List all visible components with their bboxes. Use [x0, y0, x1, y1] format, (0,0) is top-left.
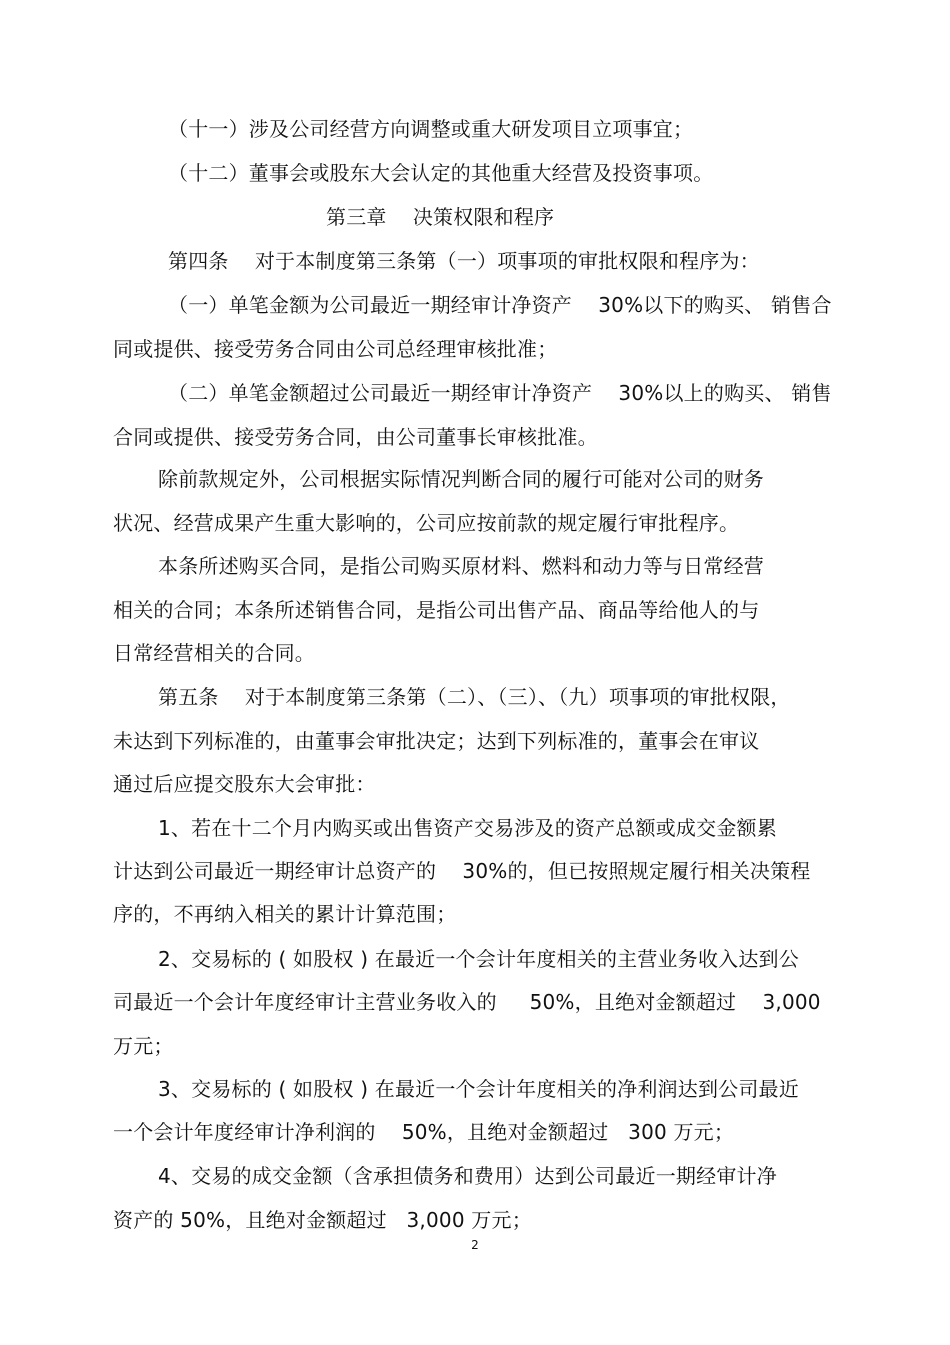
text-line: 序的，不再纳入相关的累计计算范围； [113, 902, 457, 926]
text-line: 4、交易的成交金额（含承担债务和费用）达到公司最近一期经审计净 [158, 1164, 777, 1188]
text-line: 日常经营相关的合同。 [113, 641, 315, 665]
chapter-heading: 第三章 决策权限和程序 [326, 205, 555, 229]
text-line: 除前款规定外，公司根据实际情况判断合同的履行可能对公司的财务 [158, 467, 764, 491]
text-line: 合同或提供、接受劳务合同，由公司董事长审核批准。 [113, 425, 598, 449]
text-line: 相关的合同；本条所述销售合同，是指公司出售产品、商品等给他人的与 [113, 598, 760, 622]
text-line: 资产的 50%，且绝对金额超过 3,000 万元； [113, 1208, 532, 1232]
text-line: （十二）董事会或股东大会认定的其他重大经营及投资事项。 [168, 161, 714, 185]
text-line: 2、交易标的 ( 如股权 ) 在最近一个会计年度相关的主营业务收入达到公 [158, 947, 799, 971]
text-line: 通过后应提交股东大会审批： [113, 772, 376, 796]
text-line: 第五条 对于本制度第三条第（二）、（三）、（九）项事项的审批权限， [158, 685, 791, 709]
page-number: 2 [471, 1238, 479, 1252]
text-line: （二）单笔金额超过公司最近一期经审计净资产 30%以上的购买、 销售 [168, 381, 832, 405]
text-line: 司最近一个会计年度经审计主营业务收入的 50%，且绝对金额超过 3,000 [113, 990, 821, 1014]
text-line: 一个会计年度经审计净利润的 50%，且绝对金额超过 300 万元； [113, 1120, 735, 1144]
text-line: 万元； [113, 1034, 174, 1058]
text-line: 同或提供、接受劳务合同由公司总经理审核批准； [113, 337, 558, 361]
text-line: 1、若在十二个月内购买或出售资产交易涉及的资产总额或成交金额累 [158, 816, 777, 840]
text-line: 未达到下列标准的，由董事会审批决定；达到下列标准的，董事会在审议 [113, 729, 760, 753]
text-line: （十一）涉及公司经营方向调整或重大研发项目立项事宜； [168, 117, 694, 141]
text-line: 状况、经营成果产生重大影响的，公司应按前款的规定履行审批程序。 [113, 511, 740, 535]
text-line: （一）单笔金额为公司最近一期经审计净资产 30%以下的购买、 销售合 [168, 293, 832, 317]
text-line: 计达到公司最近一期经审计总资产的 30%的，但已按照规定履行相关决策程 [113, 859, 811, 883]
text-line: 第四条 对于本制度第三条第（一）项事项的审批权限和程序为： [168, 249, 760, 273]
text-line: 3、交易标的 ( 如股权 ) 在最近一个会计年度相关的净利润达到公司最近 [158, 1077, 799, 1101]
text-line: 本条所述购买合同，是指公司购买原材料、燃料和动力等与日常经营 [158, 554, 764, 578]
